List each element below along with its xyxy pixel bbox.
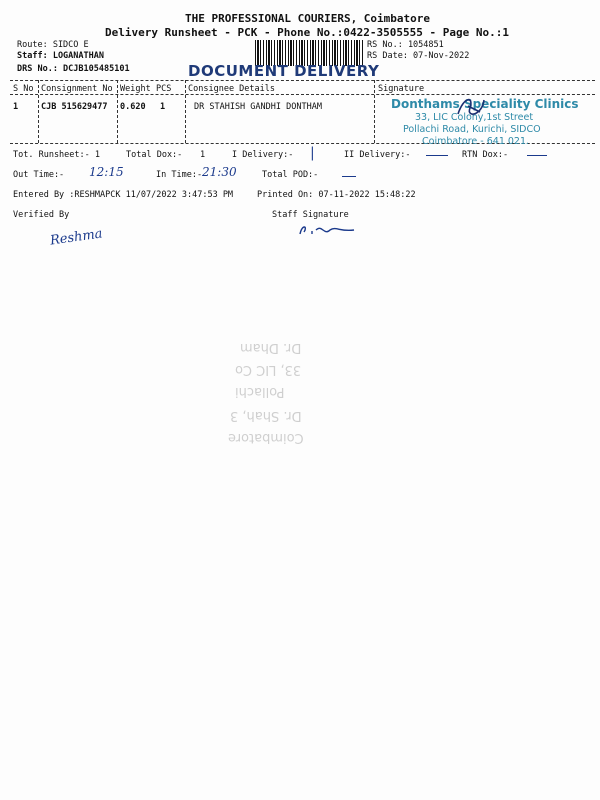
bleed-through-text: Dr. Dham <box>240 340 302 355</box>
i-delivery-label: I Delivery:- <box>232 150 294 160</box>
out-time-label: Out Time:- <box>13 170 65 180</box>
runsheet-title: Delivery Runsheet - PCK - Phone No.:0422-3505555 - Page No.:1 <box>105 26 509 39</box>
bleed-through-text: Coimbatore <box>228 430 304 445</box>
header-sno: S No <box>13 84 34 94</box>
rs-date: RS Date: 07-Nov-2022 <box>367 51 470 61</box>
signature-mark <box>450 92 490 122</box>
verified-by-signature: Reshma <box>49 226 104 249</box>
clinic-stamp-city: Coimbatore - 641 021. <box>422 136 530 147</box>
row-pcs: 1 <box>160 102 166 112</box>
route-label: Route: SIDCO E <box>17 40 89 50</box>
row-weight: 0.620 <box>120 102 146 112</box>
col-divider <box>185 80 186 143</box>
header-weight: Weight <box>120 84 151 94</box>
row-consignment: CJB 515629477 <box>41 102 108 112</box>
clinic-stamp-address: 33, LIC Colony,1st Street <box>415 112 534 123</box>
total-dox-value: 1 <box>200 150 206 160</box>
in-time-label: In Time:- <box>156 170 203 180</box>
clinic-stamp-name: Donthams Speciality Clinics <box>391 97 579 111</box>
total-pod-dash <box>342 176 356 177</box>
table-top-rule <box>10 80 595 81</box>
rtn-dox-label: RTN Dox:- <box>462 150 509 160</box>
col-divider <box>374 80 375 143</box>
row-consignee: DR STAHISH GANDHI DONTHAM <box>194 102 322 112</box>
col-divider <box>38 80 39 143</box>
header-signature: Signature <box>378 84 425 94</box>
header-consignment: Consignment No <box>41 84 113 94</box>
header-consignee: Consignee Details <box>188 84 275 94</box>
clinic-stamp-address: Pollachi Road, Kurichi, SIDCO <box>403 124 541 135</box>
ii-delivery-label: II Delivery:- <box>344 150 411 160</box>
verified-by-label: Verified By <box>13 210 70 220</box>
row-sno: 1 <box>13 102 19 112</box>
in-time-handwritten: 21:30 <box>202 165 237 179</box>
staff-signature-mark <box>296 222 366 240</box>
bleed-through-text: Dr. Shah, 3 <box>230 408 302 423</box>
i-delivery-handwritten: | <box>310 145 315 161</box>
drs-number: DRS No.: DCJB105485101 <box>17 64 130 74</box>
printed-on: Printed On: 07-11-2022 15:48:22 <box>257 190 416 200</box>
company-name: THE PROFESSIONAL COURIERS, Coimbatore <box>185 12 431 25</box>
out-time-handwritten: 12:15 <box>89 165 124 179</box>
bleed-through-text: Pollachi <box>235 384 285 399</box>
entered-by: Entered By :RESHMAPCK 11/07/2022 3:47:53 PM <box>13 190 234 200</box>
rtn-dox-dash <box>527 155 547 156</box>
bleed-through-text: 33, LIC Co <box>235 362 302 377</box>
rs-number: RS No.: 1054851 <box>367 40 444 50</box>
staff-label: Staff: LOGANATHAN <box>17 51 104 61</box>
total-dox-label: Total Dox:- <box>126 150 183 160</box>
header-pcs: PCS <box>156 84 172 94</box>
col-divider <box>117 80 118 143</box>
table-header-rule <box>10 94 595 95</box>
staff-signature-label: Staff Signature <box>272 210 349 220</box>
total-pod-label: Total POD:- <box>262 170 319 180</box>
tot-runsheet: Tot. Runsheet:- 1 <box>13 150 100 160</box>
document-delivery-stamp: DOCUMENT DELIVERY <box>188 62 380 80</box>
ii-delivery-dash <box>426 155 448 156</box>
